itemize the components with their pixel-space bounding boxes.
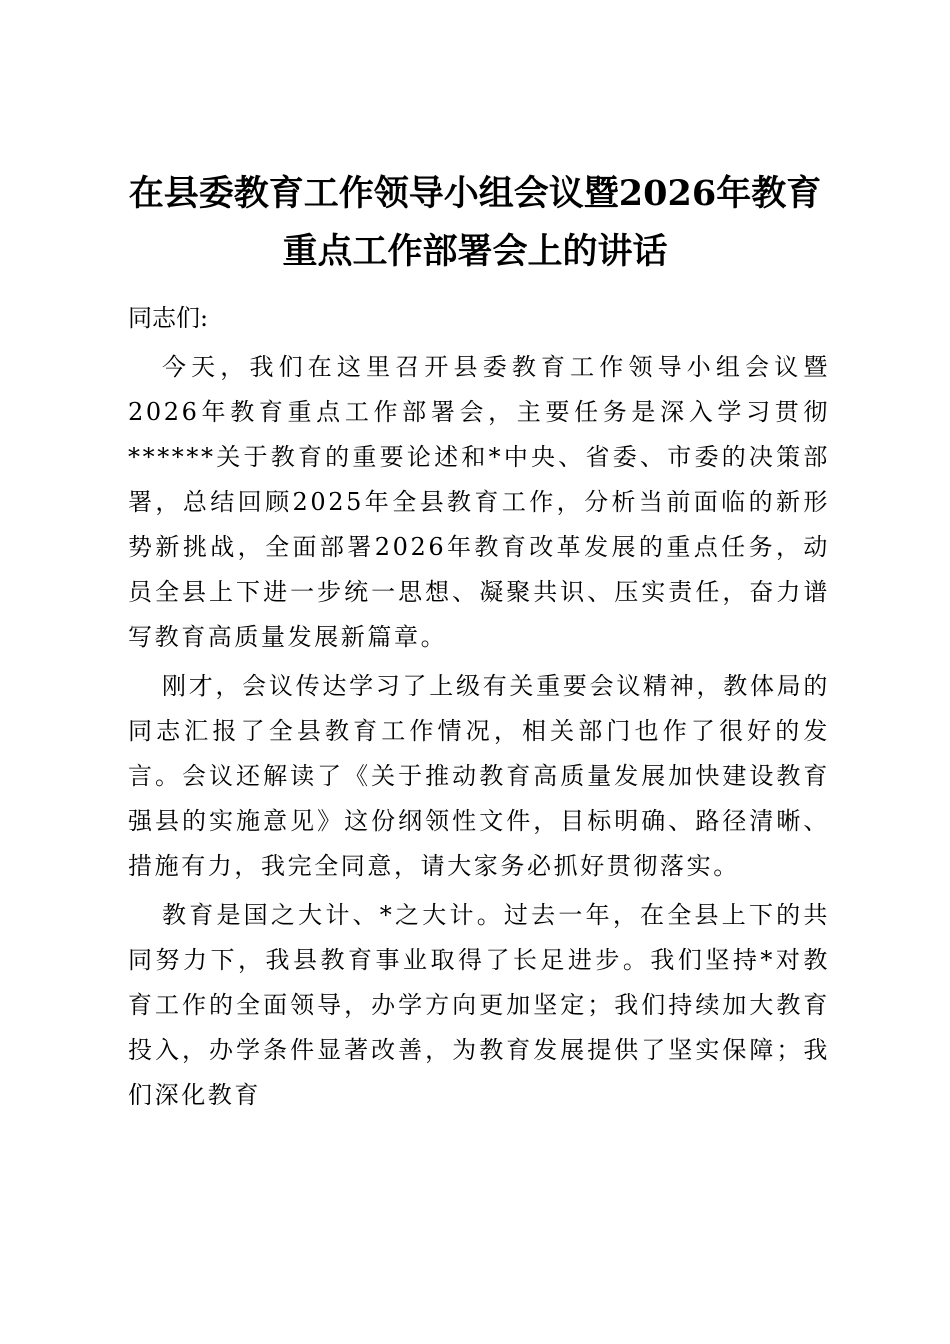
paragraph-1: 今天，我们在这里召开县委教育工作领导小组会议暨2026年教育重点工作部署会，主要任务是深入学习贯彻******关于教育的重要论述和*中央、省委、市委的决策部署，总结回顾2025年全县教育工作，分析当前面临的新形势新挑战，全面部署2026年教育改革发展的重点任务，动员全县上下进一步统一思想、凝聚共识、压实责任，奋力谱写教育高质量发展新篇章。 bbox=[128, 353, 830, 651]
paragraph-2: 刚才，会议传达学习了上级有关重要会议精神，教体局的同志汇报了全县教育工作情况，相关部门也作了很好的发言。会议还解读了《关于推动教育高质量发展加快建设教育强县的实施意见》这份纲领性文件，目标明确、路径清晰、措施有力，我完全同意，请大家务必抓好贯彻落实。 bbox=[128, 672, 830, 880]
document-body bbox=[128, 296, 830, 1122]
title-line-2: 重点工作部署会上的讲话 bbox=[282, 231, 668, 272]
title-line-1: 在县委教育工作领导小组会议暨2026年教育 bbox=[128, 173, 822, 214]
paragraph-3: 教育是国之大计、*之大计。过去一年，在全县上下的共同努力下，我县教育事业取得了长足进步。我们坚持*对教育工作的全面领导，办学方向更加坚定；我们持续加大教育投入，办学条件显著改善，为教育发展提供了坚实保障；我们深化教育 bbox=[128, 901, 830, 1109]
salutation: 同志们: bbox=[128, 304, 209, 332]
document-title bbox=[120, 165, 830, 281]
